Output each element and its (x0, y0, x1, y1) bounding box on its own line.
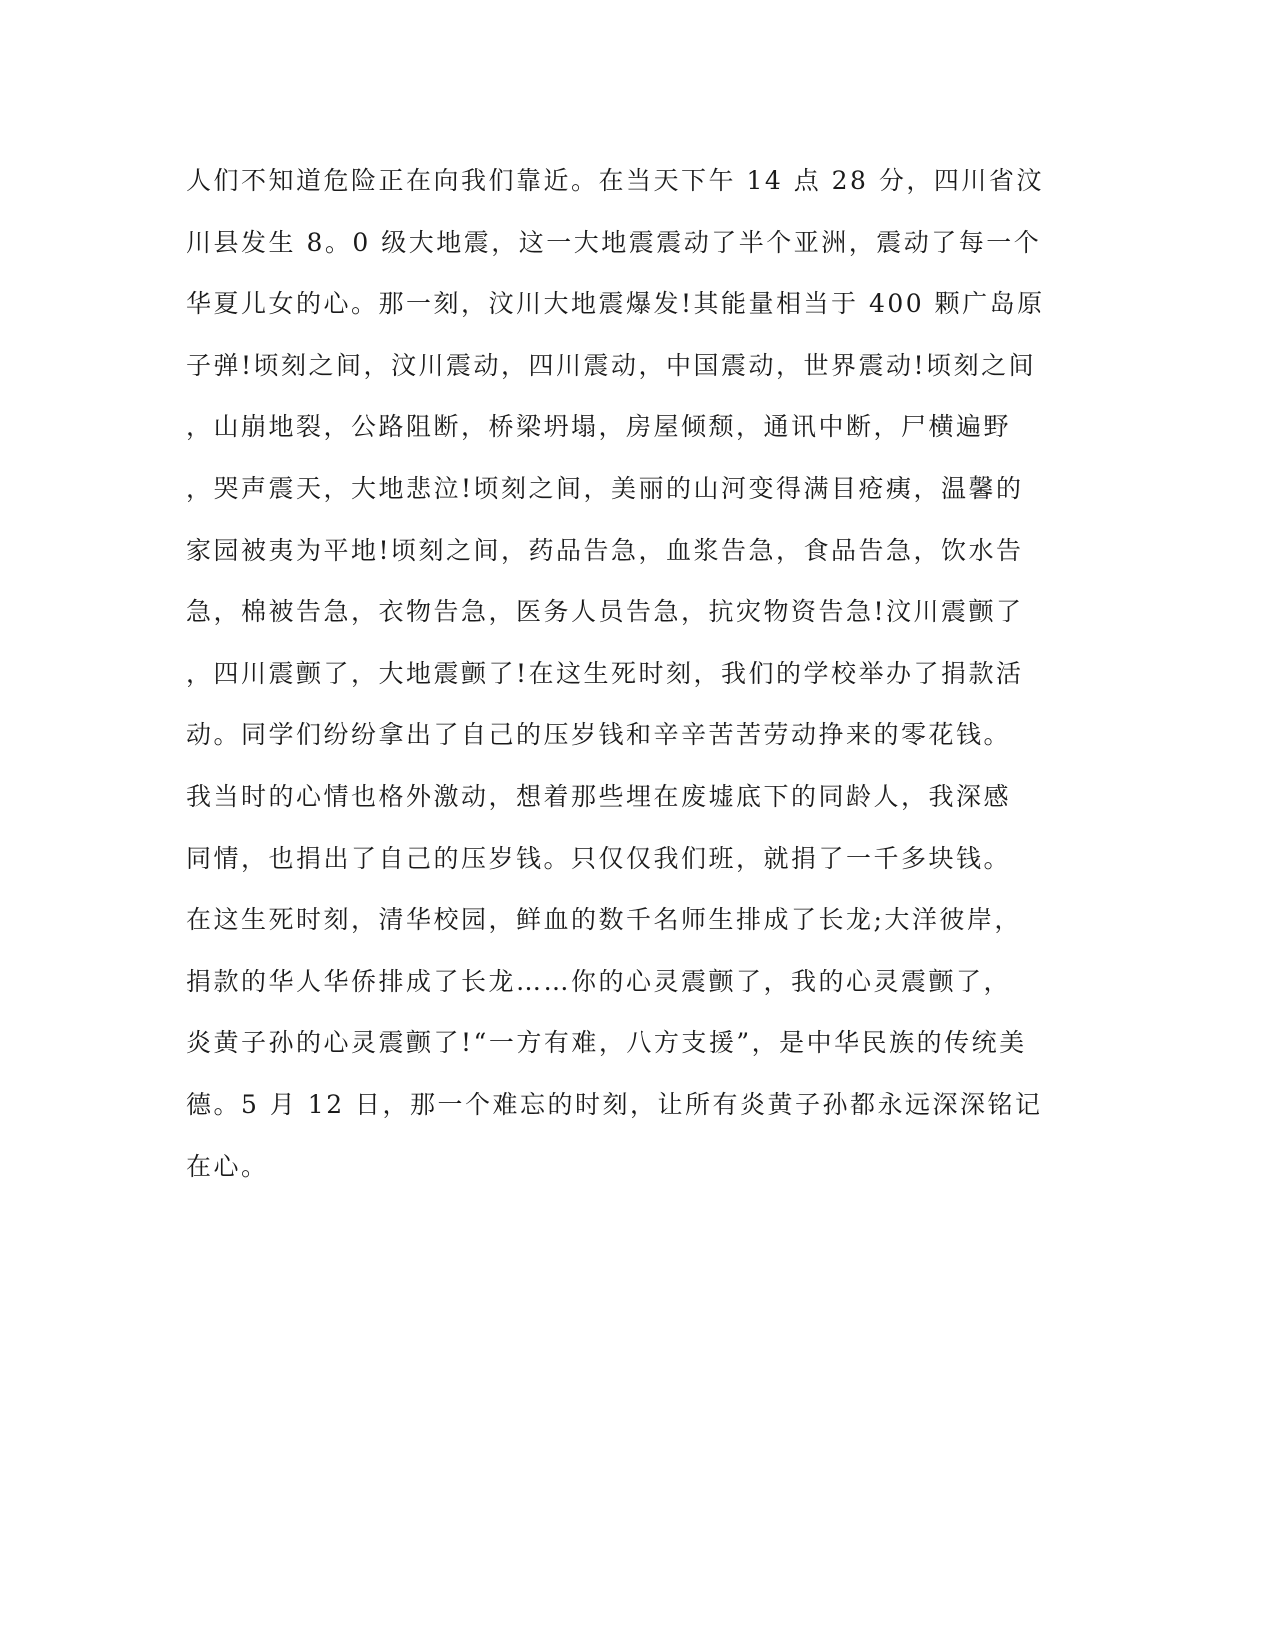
text-line: 同情，也捐出了自己的压岁钱。只仅仅我们班，就捐了一千多块钱。 (186, 843, 1012, 873)
text-line: 我当时的心情也格外激动，想着那些埋在废墟底下的同龄人，我深感 (186, 781, 1012, 811)
text-line: 华夏儿女的心。那一刻，汶川大地震爆发!其能量相当于 400 颗广岛原 (186, 289, 1045, 319)
text-line: 人们不知道危险正在向我们靠近。在当天下午 14 点 28 分，四川省汶 (186, 166, 1044, 195)
text-line: 炎黄子孙的心灵震颤了!“一方有难，八方支援”，是中华民族的传统美 (186, 1028, 1027, 1058)
text-line: 急，棉被告急，衣物告急，医务人员告急，抗灾物资告急!汶川震颤了 (186, 597, 1024, 627)
text-line: ，哭声震天，大地悲泣!顷刻之间，美丽的山河变得满目疮痍，温馨的 (186, 473, 1024, 503)
text-line: 德。5 月 12 日，那一个难忘的时刻，让所有炎黄子孙都永远深深铭记 (186, 1089, 1043, 1119)
text-line: 子弹!顷刻之间，汶川震动，四川震动，中国震动，世界震动!顷刻之间 (186, 350, 1037, 380)
text-line: 在这生死时刻，清华校园，鲜血的数千名师生排成了长龙;大洋彼岸， (186, 905, 1022, 935)
body-paragraph (186, 163, 1066, 1210)
text-line: ，山崩地裂，公路阻断，桥梁坍塌，房屋倾颓，通讯中断，尸横遍野 (186, 412, 1012, 442)
text-line: 川县发生 8。0 级大地震，这一大地震震动了半个亚洲，震动了每一个 (186, 227, 1042, 257)
text-line: 捐款的华人华侨排成了长龙……你的心灵震颤了，我的心灵震颤了， (186, 966, 1012, 996)
text-line: ，四川震颤了，大地震颤了!在这生死时刻，我们的学校举办了捐款活 (186, 658, 1024, 688)
text-line: 在心。 (186, 1151, 269, 1181)
text-line: 家园被夷为平地!顷刻之间，药品告急，血浆告急，食品告急，饮水告 (186, 535, 1024, 565)
text-line: 动。同学们纷纷拿出了自己的压岁钱和辛辛苦苦劳动挣来的零花钱。 (186, 720, 1012, 750)
